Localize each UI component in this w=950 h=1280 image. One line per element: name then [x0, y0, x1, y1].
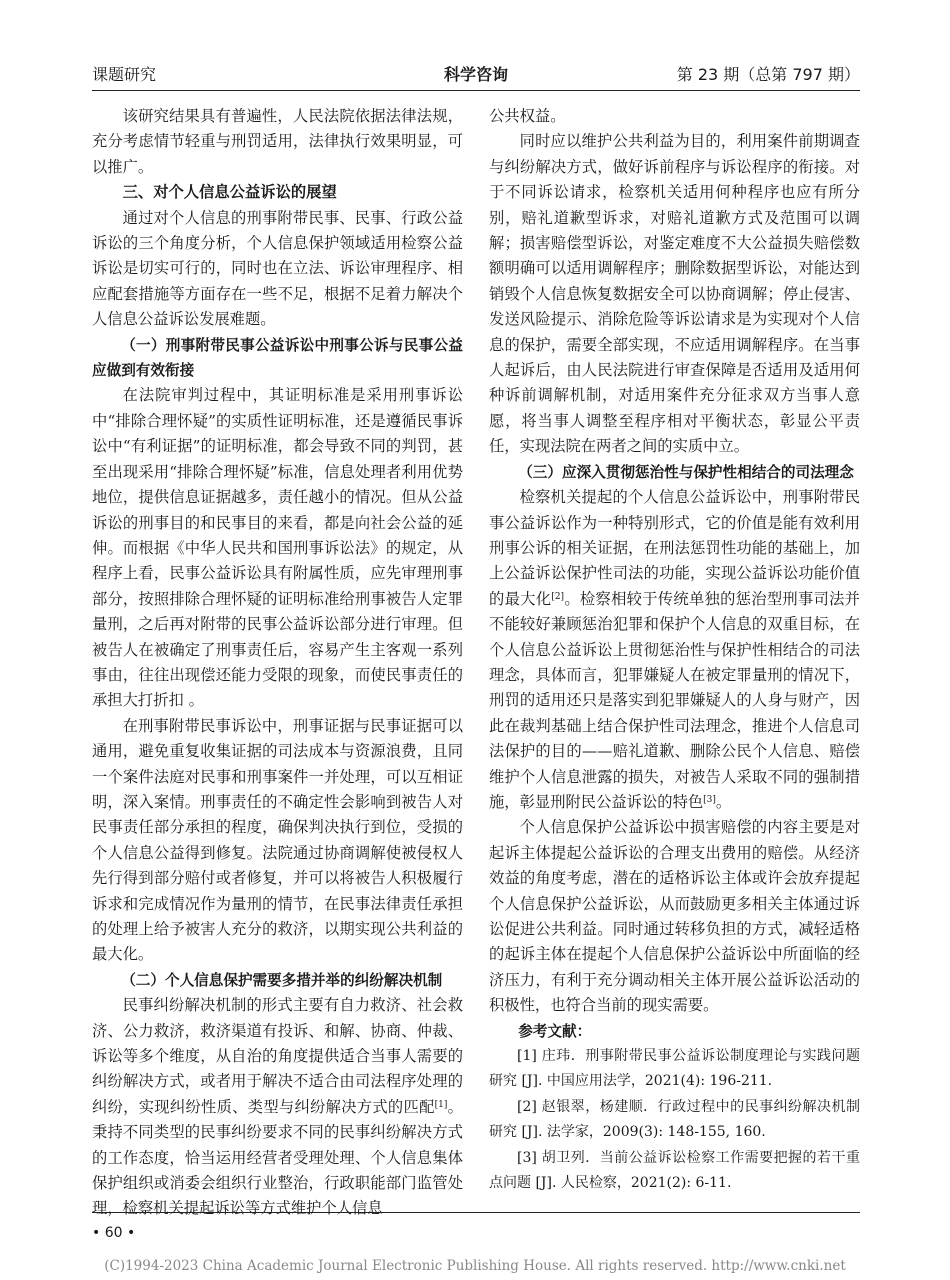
- footer-rule: [92, 1212, 860, 1213]
- header-rule: [92, 90, 860, 91]
- reference-item: [1] 庄玮．刑事附带民事公益诉讼制度理论与实践问题研究 [J]. 中国应用法学，2021(4): 196-211.: [489, 1048, 860, 1090]
- paragraph: 个人信息保护公益诉讼中损害赔偿的内容主要是对起诉主体提起公益诉讼的合理支出费用的赔偿。从经济效益的角度考虑，潜在的适格诉讼主体或许会放弃提起个人信息保护公益诉讼，从而鼓励更多相关主体通过诉讼促进公共利益。同时通过转移负担的方式，减轻适格的起诉主体在提起个人信息保护公益诉讼中所面临的经济压力，有利于充分调动相关主体开展公益诉讼活动的积极性，也符合当前的现实需要。: [489, 818, 860, 1015]
- references-heading: 参考文献：: [518, 1022, 592, 1040]
- paragraph: 在刑事附带民事诉讼中，刑事证据与民事证据可以通用，避免重复收集证据的司法成本与资源浪费，且同一个案件法庭对民事和刑事案件一并处理，可以互相证明，深入案情。刑事责任的不确定性会影响到被告人对民事责任部分承担的程度，确保判决执行到位，受损的个人信息公益得到修复。法院通过协商调解使被侵权人先行得到部分赔付或者修复，并可以将被告人积极履行诉求和完成情况作为量刑的情节，在民事法律责任承担的处理上给予被害人充分的救济，以期实现公共利益的最大化。: [92, 716, 463, 964]
- paragraph: [92, 993, 463, 1222]
- paragraph-text: 。检察相较于传统单独的惩治型刑事司法并不能较好兼顾惩治犯罪和保护个人信息的双重目标，在个人信息公益诉讼上贯彻惩治性与保护性相结合的司法理念，具体而言，犯罪嫌疑人在被定罪量刑的情况下，刑罚的适用还只是落实到犯罪嫌疑人的人身与财产，因此在裁判基础上结合保护性司法理念，推进个人信息司法保护的目的——赔礼道歉、删除公民个人信息、赔偿维护个人信息泄露的损失，对被告人采取不同的强制措施，彰显刑附民公益诉讼的特色: [489, 589, 860, 811]
- issue-number: 第 23 期（总第 797 期）: [676, 65, 860, 84]
- subsection-heading: （二）个人信息保护需要多措并举的纠纷解决机制: [121, 971, 443, 989]
- page-header: [92, 58, 860, 86]
- paragraph-text: 民事纠纷解决机制的形式主要有自力救济、社会救济、公力救济，救济渠道有投诉、和解、协商、仲裁、诉讼等多个维度，从自治的角度提供适合当事人需要的纠纷解决方式，或者用于解决不适合由司法程序处理的纠纷，实现纠纷性质、类型与纠纷解决方式的匹配: [92, 996, 463, 1116]
- citation-marker: [1]: [434, 1099, 448, 1110]
- paragraph: 通过对个人信息的刑事附带民事、民事、行政公益诉讼的三个角度分析，个人信息保护领域适用检察公益诉讼是切实可行的，同时也在立法、诉讼审理程序、相应配套措施等方面存在一些不足，根据不足着力解决个人信息公益诉讼发展难题。: [92, 208, 463, 329]
- citation-marker: [3]: [703, 794, 716, 805]
- citation-marker: [2]: [551, 591, 565, 602]
- paragraph: [489, 485, 860, 815]
- journal-title: 科学咨询: [443, 65, 508, 84]
- reference-item: [2] 赵银翠，杨建顺．行政过程中的民事纠纷解决机制研究 [J]. 法学家，2009(3): 148-155, 160.: [489, 1098, 860, 1141]
- paragraph-text: 。秉持不同类型的民事纠纷要求不同的民事纠纷解决方式的工作态度，恰当运用经营者受理处理、个人信息集体保护组织或消委会组织行业整治，行政职能部门监管处理，检察机关提起诉讼等方式维护个人信息: [92, 1097, 463, 1218]
- reference-item: [3] 胡卫列．当前公益诉讼检察工作需要把握的若干重点问题 [J]. 人民检察，2021(2): 6-11.: [489, 1149, 860, 1192]
- right-column: [489, 104, 860, 1196]
- paragraph: 同时应以维护公共利益为目的，利用案件前期调查与纠纷解决方式，做好诉前程序与诉讼程序的衔接。对于不同诉讼请求，检察机关适用何种程序也应有所分别，赔礼道歉型诉求，对赔礼道歉方式及范围可以调解；损害赔偿型诉讼，对鉴定难度不大公益损失赔偿数额明确可以适用调解程序；删除数据型诉讼，对能达到销毁个人信息恢复数据安全可以协商调解；停止侵害、发送风险提示、消除危险等诉讼请求是为实现对个人信息的保护，需要全部实现，不应适用调解程序。在当事人起诉后，由人民法院进行审查保障是否适用及适用何种诉前调解机制，对适用案件充分征求双方当事人意愿，将当事人调整至程序相对平衡状态，彰显公平责任，实现法院在两者之间的实质中立。: [489, 132, 860, 456]
- subsection-heading: （三）应深入贯彻惩治性与保护性相结合的司法理念: [518, 463, 854, 481]
- left-column: [92, 104, 463, 1222]
- section-heading: 三、对个人信息公益诉讼的展望: [122, 183, 337, 202]
- paragraph: 在法院审判过程中，其证明标准是采用刑事诉讼中“排除合理怀疑”的实质性证明标准，还是遵循民事诉讼中“有利证据”的证明标准，都会导致不同的判罚，甚至出现采用“排除合理怀疑”标准，信息处理者利用优势地位，提供信息证据越多，责任越小的情况。但从公益诉讼的刑事目的和民事目的来看，都是向社会公益的延伸。而根据《中华人民共和国刑事诉讼法》的规定，从程序上看，民事公益诉讼具有附属性质，应先审理刑事部分，按照排除合理怀疑的证明标准给刑事被告人定罪量刑，之后再对附带的民事公益诉讼部分进行审理。但被告人在被确定了刑事责任后，容易产生主客观一系列事由，往往出现偿还能力受限的现象，而使民事责任的承担大打折扣 。: [92, 386, 463, 710]
- subsection-heading: （一）刑事附带民事公益诉讼中刑事公诉与民事公益应做到有效衔接: [92, 336, 463, 380]
- paragraph: 该研究结果具有普遍性，人民法院依据法律法规，充分考虑情节轻重与刑罚适用，法律执行效果明显，可以推广。: [92, 107, 463, 176]
- paragraph: 公共权益。: [489, 107, 566, 125]
- paragraph-text: 。: [715, 792, 732, 811]
- paragraph-text: 检察机关提起的个人信息公益诉讼中，刑事附带民事公益诉讼作为一种特别形式，它的价值是能有效利用刑事公诉的相关证据，在刑法惩罚性功能的基础上，加上公益诉讼保护性司法的功能，实现公益诉讼功能价值的最大化: [489, 488, 860, 608]
- column-category: 课题研究: [92, 65, 157, 84]
- page-number: • 60 •: [92, 1225, 136, 1241]
- copyright-watermark: (C)1994-2023 China Academic Journal Electronic Publishing House. All rights reserved. http://www.cnki.net: [104, 1258, 846, 1274]
